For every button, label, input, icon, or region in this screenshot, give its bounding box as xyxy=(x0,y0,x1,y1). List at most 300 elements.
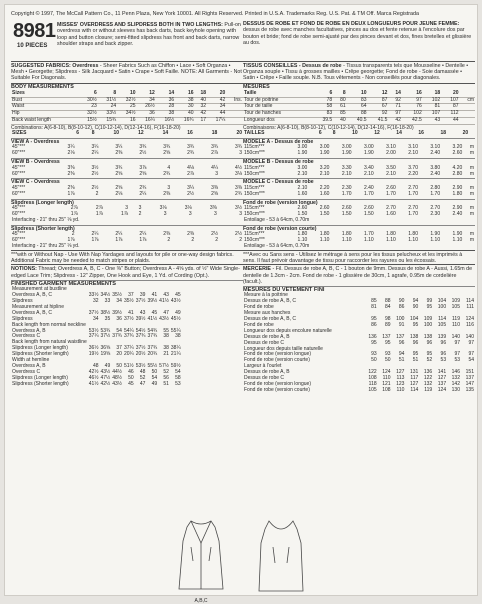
table-cell: 108 xyxy=(368,375,377,382)
table-cell: 124 xyxy=(382,369,391,376)
table-cell: m xyxy=(469,231,474,238)
table-cell: 2½ xyxy=(211,231,219,238)
table-cell: 36½ xyxy=(88,345,99,352)
table-header-cell: 8 xyxy=(98,91,117,97)
table-cell: 135 xyxy=(465,386,474,393)
french-notions: MERCERIE - Fil. Dessus de robe A, B, C - 1 bouton de 9mm. Dessus de robe A - Aussi, 1.65m de dentelle de 1.3cm - 2cm. Fond de robe - 1 glissière de 30cm, 1 agrafe, 0.95m de cordelière (facult.). xyxy=(243,264,475,285)
table-cell: 1.70 xyxy=(363,190,374,197)
table-cell: 96 xyxy=(398,339,405,346)
table-cell: 1.80 xyxy=(319,231,330,238)
table-cell: 45 xyxy=(128,380,134,387)
table-cell: 141 xyxy=(437,369,447,376)
table-cell: 44 xyxy=(207,111,226,118)
table-cell: 45"*** xyxy=(12,164,26,171)
table-row xyxy=(11,151,243,157)
table-cell: Overdress C xyxy=(12,333,41,340)
table-cell: 2.70 xyxy=(408,205,418,212)
table-cell: 33 xyxy=(104,297,111,304)
table-cell: 1.70 xyxy=(430,190,441,197)
table-cell: 16½ xyxy=(156,118,175,125)
table-cell: 102 xyxy=(423,97,441,104)
table-cell: 2 xyxy=(191,237,195,244)
table-cell: 45"*** xyxy=(12,205,26,212)
table-cell: 2.20 xyxy=(408,170,418,177)
table-cell: 3⅜ xyxy=(235,184,242,191)
table-row xyxy=(11,97,243,104)
table-header-row xyxy=(243,131,475,137)
table-cell: 32½ xyxy=(117,97,136,104)
figure-label: A,B,C xyxy=(194,598,208,604)
table-cell: 3½ xyxy=(235,205,242,212)
table-cell: 48 xyxy=(92,362,99,369)
table-cell: 2⅞ xyxy=(95,205,103,212)
table-cell: Interfacing - 21" thru 25" ⅛ yd. xyxy=(12,216,80,223)
table-cell: 43 xyxy=(423,118,441,125)
table-header-cell: 6 xyxy=(312,91,333,97)
table-cell: 2⅝ xyxy=(139,170,147,177)
table-row xyxy=(243,218,475,224)
table-cell: 95 xyxy=(371,339,377,346)
table-cell: 2½ xyxy=(91,170,99,177)
table-row xyxy=(11,118,243,125)
table-header-cell: 8 xyxy=(332,130,336,137)
table-header-cell xyxy=(469,131,475,137)
table-cell: 38 xyxy=(175,333,181,340)
french-column xyxy=(243,21,475,394)
table-cell: Fond de robe (version longue) xyxy=(244,380,311,387)
table-cell: 97 xyxy=(402,97,423,104)
table-cell: 42½ xyxy=(88,368,99,375)
french-finished-table xyxy=(243,293,475,393)
table-cell: 2⅜ xyxy=(67,184,75,191)
table-cell: 40 xyxy=(195,97,207,104)
table-cell: 4 xyxy=(167,164,171,171)
table-cell: 104 xyxy=(437,298,447,305)
table-cell: 2 xyxy=(138,211,142,218)
table-cell: 43½ xyxy=(159,315,169,322)
table-cell: Overdress A, B xyxy=(12,362,46,369)
table-cell: Dessus de robe C xyxy=(244,339,285,346)
table-cell: m xyxy=(469,150,474,157)
table-cell: 85 xyxy=(371,298,377,305)
table-cell: 50 xyxy=(371,357,377,364)
table-cell: 31½ xyxy=(98,97,117,104)
table-cell: 114 xyxy=(410,386,419,393)
table-cell: 51 xyxy=(412,357,419,364)
yardage-view-title: Fond de robe (version longue) xyxy=(243,199,475,206)
table-cell: 102 xyxy=(402,111,423,118)
table-cell: 1.10 xyxy=(297,237,308,244)
table-cell: 2⅞ xyxy=(211,150,219,157)
table-cell: 41½ xyxy=(147,315,158,322)
table-cell: 124 xyxy=(437,386,447,393)
table-cell: 1.10 xyxy=(319,237,330,244)
table-cell: 150cm*** xyxy=(244,150,265,157)
table-cell: 2⅛ xyxy=(67,150,75,157)
table-cell: 110 xyxy=(396,386,405,393)
table-cell: 96 xyxy=(412,339,419,346)
table-cell: 33½ xyxy=(88,292,99,299)
table-cell: 3¼ xyxy=(91,144,99,151)
table-cell: 3⅛ xyxy=(184,205,192,212)
table-cell: 87 xyxy=(441,104,459,111)
table-cell: 39.5 xyxy=(312,118,333,125)
table-cell: 150cm*** xyxy=(244,211,265,218)
table-cell: 37¾ xyxy=(135,333,146,340)
table-cell: 47 xyxy=(139,380,146,387)
table-cell: 3¾ xyxy=(163,144,171,151)
dress-front-icon xyxy=(243,517,319,593)
table-cell: 3⅜ xyxy=(209,205,217,212)
table-cell: 50 xyxy=(384,357,391,364)
table-cell: 86 xyxy=(398,304,405,311)
table-cell: 45 xyxy=(175,292,181,299)
table-cell: 1.80 xyxy=(386,231,396,238)
table-cell: 4.20 xyxy=(452,164,463,171)
yardage-view-title: MODELE A - Dessus de robe xyxy=(243,138,475,145)
table-cell: cm xyxy=(460,97,475,104)
table-cell: 19½ xyxy=(88,351,99,358)
table-cell: 55½ xyxy=(147,362,158,369)
table-cell: m xyxy=(469,205,474,212)
table-row xyxy=(243,97,475,104)
table-cell: Measurement at bustline xyxy=(12,286,67,293)
table-cell: 2.10 xyxy=(363,170,374,177)
table-cell: 34½ xyxy=(117,111,136,118)
french-combinations: Combinaisons: A(6-8-10), B(8-10-12), C(10-12-14), D(12-14-16), F(16-18-20) xyxy=(243,125,414,132)
table-cell: 2⅜ xyxy=(163,231,171,238)
table-cell: 93 xyxy=(384,351,391,358)
table-cell: 39½ xyxy=(147,297,158,304)
table-cell: 3.00 xyxy=(319,144,330,151)
table-cell: 48½ xyxy=(112,374,122,381)
table-cell: 37 xyxy=(128,292,134,299)
finished-measurements xyxy=(11,280,243,388)
table-cell: 4¼ xyxy=(211,164,219,171)
table-cell: 43½ xyxy=(100,368,111,375)
table-header-cell: 18 xyxy=(211,130,218,137)
table-cell: 4⅛ xyxy=(187,164,195,171)
table-cell: 130 xyxy=(451,386,460,393)
table-cell: 2.40 xyxy=(452,211,463,218)
table-cell xyxy=(460,111,475,118)
table-cell: 81 xyxy=(423,104,441,111)
table-cell: 2⅜ xyxy=(67,170,75,177)
table-cell: 39½ xyxy=(135,315,146,322)
table-cell: 16¾ xyxy=(175,118,194,125)
table-cell: 115cm*** xyxy=(244,184,265,191)
table-cell: 2 xyxy=(95,190,99,197)
table-cell: m xyxy=(469,164,474,171)
table-cell: 2.70 xyxy=(386,205,396,212)
table-cell: 93 xyxy=(371,351,377,358)
table-cell: 23 xyxy=(78,104,97,111)
table-cell: 37¾ xyxy=(112,333,122,340)
table-cell: 89 xyxy=(384,321,391,328)
body-measurements-title: BODY MEASUREMENTS xyxy=(11,83,243,91)
table-cell: 131 xyxy=(409,369,419,376)
table-cell: 3.40 xyxy=(363,164,374,171)
table-cell: 15¾ xyxy=(98,118,117,125)
table-cell: 45"*** xyxy=(12,184,26,191)
table-cell: 1.90 xyxy=(430,231,441,238)
table-cell: 37¾ xyxy=(147,333,158,340)
table-cell: 60"*** xyxy=(12,237,26,244)
table-cell: 3.50 xyxy=(386,164,396,171)
table-cell: 3.00 xyxy=(341,144,352,151)
table-cell: 124 xyxy=(465,316,474,322)
table-cell: 2¼ xyxy=(139,231,147,238)
table-cell: 42 xyxy=(207,97,226,104)
table-cell: 50 xyxy=(116,362,122,369)
table-cell: 20 xyxy=(116,351,122,358)
table-cell: 1.90 xyxy=(319,150,330,157)
table-cell: 1.90 xyxy=(452,231,463,238)
table-cell: 137 xyxy=(437,380,447,387)
table-row xyxy=(11,382,182,388)
table-cell: Dessus de robe A, B xyxy=(244,333,290,340)
table-cell: 1.10 xyxy=(341,237,352,244)
table-cell: 91 xyxy=(398,321,405,328)
table-cell: 110 xyxy=(382,375,391,382)
pattern-number: 8981 xyxy=(13,20,56,42)
table-cell: 54½ xyxy=(135,327,146,334)
table-cell: 87 xyxy=(368,97,389,104)
table-cell: 60"*** xyxy=(12,211,26,218)
yardage-view-title: Slipdress (Longer length) xyxy=(11,199,243,206)
table-row xyxy=(11,218,243,224)
table-cell: 118 xyxy=(368,380,377,387)
table-cell: 67 xyxy=(368,104,389,111)
table-cell: 3⅛ xyxy=(159,205,167,212)
table-cell: 1.80 xyxy=(452,190,463,197)
table-header-cell: 10 xyxy=(113,130,120,137)
table-cell: 52 xyxy=(139,374,146,381)
table-cell: 83 xyxy=(312,111,333,118)
table-cell: 1.10 xyxy=(363,237,374,244)
table-cell: 3⅛ xyxy=(235,170,242,177)
table-cell: 1.90 xyxy=(297,150,308,157)
table-cell: 2.10 xyxy=(408,150,418,157)
table-cell: 43½ xyxy=(112,380,122,387)
table-cell: 3 xyxy=(215,170,219,177)
table-cell: 1.10 xyxy=(408,237,418,244)
table-cell: 1.70 xyxy=(386,190,396,197)
table-header-cell: TAILLES xyxy=(244,130,265,137)
table-cell: 140 xyxy=(451,333,460,340)
table-cell: 37½ xyxy=(123,315,134,322)
table-cell: 3 xyxy=(138,205,142,212)
table-cell: 44½ xyxy=(112,368,122,375)
table-cell: 1.80 xyxy=(297,231,308,238)
table-cell: 28 xyxy=(156,104,175,111)
table-cell: 1⅞ xyxy=(139,237,147,244)
table-cell: 45"*** xyxy=(12,231,26,238)
table-cell: 53½ xyxy=(135,362,146,369)
table-cell: 3.00 xyxy=(297,164,308,171)
table-cell: 107 xyxy=(441,97,459,104)
table-cell: 2 xyxy=(71,231,75,238)
table-cell: 137 xyxy=(382,333,391,340)
table-cell: 2.60 xyxy=(363,205,374,212)
table-cell: Slipdress (Shorter length) xyxy=(12,380,69,387)
table-cell: 57½ xyxy=(159,362,169,369)
table-cell: 1.70 xyxy=(341,190,352,197)
table-cell: 119 xyxy=(452,316,460,322)
table-header-cell: 6 xyxy=(76,130,79,137)
table-cell: 15½ xyxy=(78,118,97,125)
table-cell: 81 xyxy=(371,304,377,311)
table-cell: 92 xyxy=(368,111,389,118)
yardage-table xyxy=(11,186,243,198)
table-cell: 4½ xyxy=(235,164,242,171)
table-cell: 115cm*** xyxy=(244,164,265,171)
table-cell: 2¼ xyxy=(91,231,99,238)
table-cell: Overdress A, B, C xyxy=(12,292,53,299)
table-cell: Ins. xyxy=(226,97,243,104)
table-header-cell: 10 xyxy=(352,130,358,137)
table-cell: 105 xyxy=(451,304,460,311)
table-cell xyxy=(226,104,243,111)
table-cell: 37¾ xyxy=(123,333,134,340)
french-yardage-sizes xyxy=(243,131,475,137)
table-cell: 2⅞ xyxy=(187,170,195,177)
table-cell: 16¼ xyxy=(137,118,156,125)
table-cell: 3.10 xyxy=(430,144,441,151)
table-cell: Waist xyxy=(11,104,78,111)
table-cell: 59½ xyxy=(170,362,181,369)
table-cell: 97 xyxy=(468,339,474,346)
table-cell: 37½ xyxy=(135,345,146,352)
table-cell: Largeur à l'ourlet xyxy=(244,363,282,370)
table-cell: 2.20 xyxy=(319,184,330,191)
table-row xyxy=(243,118,475,125)
table-cell: 114 xyxy=(438,316,447,322)
table-cell: 92 xyxy=(388,97,401,104)
table-cell: 2.60 xyxy=(452,150,463,157)
table-cell: 50 xyxy=(151,368,158,375)
table-cell: 96 xyxy=(440,339,447,346)
table-cell: 37¾ xyxy=(147,345,158,352)
table-cell: 96 xyxy=(440,351,447,358)
table-cell: 80 xyxy=(333,97,346,104)
table-cell: 2.40 xyxy=(430,150,441,157)
table-cell: 3 xyxy=(214,211,217,218)
table-cell: 3 xyxy=(163,211,167,218)
french-description: DESSUS DE ROBE ET FOND DE ROBE EN DEUX LONGUEURS POUR JEUNE FEMME: dessus de robe avec manches facultatives, pinces au dos et fente retenue à l'encolure dos par bouton et bride; fond de robe semi-ajusté par des pinces devant et dos, fines bretelles et glissière au dos. xyxy=(243,21,472,46)
table-cell: Dessus de robe A, B, C xyxy=(244,298,296,305)
table-cell: 112 xyxy=(441,111,459,118)
table-cell: 100 xyxy=(423,321,433,328)
table-cell: 122 xyxy=(368,369,377,376)
table-cell: 36⅝ xyxy=(100,345,111,352)
table-cell: 3.20 xyxy=(319,164,330,171)
table-cell: 99 xyxy=(426,298,433,305)
table-cell: Longueur dos depuis encolure naturelle xyxy=(244,327,332,334)
table-header-cell: 18 xyxy=(195,91,207,97)
table-cell: 2¾ xyxy=(187,150,195,157)
table-cell: 2.90 xyxy=(452,205,463,212)
table-cell: 86 xyxy=(371,321,377,328)
table-row xyxy=(243,172,475,178)
table-cell: 38 xyxy=(163,333,169,340)
yardage-table xyxy=(11,206,243,224)
table-cell: 107 xyxy=(423,111,441,118)
table-cell: 1.50 xyxy=(363,211,374,218)
table-cell: 3¾ xyxy=(187,144,195,151)
table-cell: Slipdress (Longer length) xyxy=(12,345,68,352)
table-cell: 33½ xyxy=(98,111,117,118)
table-cell: Fond de robe (version longue) xyxy=(244,351,311,358)
table-cell: Fond de robe (version courte) xyxy=(244,386,310,393)
table-cell: 38 xyxy=(175,97,194,104)
table-cell: Tour de hanches xyxy=(243,111,312,118)
table-header-row xyxy=(11,131,243,137)
table-cell: m xyxy=(469,184,474,191)
yardage-view-title: VIEW A - Overdress xyxy=(11,138,243,145)
table-cell: 95 xyxy=(426,351,433,358)
table-cell: Back length from natural waistline xyxy=(12,339,87,346)
table-cell: 42.5 xyxy=(402,118,423,125)
table-cell: 2⅝ xyxy=(163,150,171,157)
table-cell: 1.90 xyxy=(341,150,352,157)
table-cell: 1.10 xyxy=(430,237,441,244)
table-header-cell: 20 xyxy=(207,91,226,97)
table-cell: 61 xyxy=(333,104,346,111)
table-cell: 83 xyxy=(347,97,368,104)
table-cell: 46½ xyxy=(88,374,99,381)
table-cell: 39½ xyxy=(112,309,122,316)
table-cell: Longueur dos xyxy=(243,118,312,125)
table-header-cell: 12 xyxy=(368,91,389,97)
table-header-cell: 14 xyxy=(388,91,401,97)
table-cell: 64 xyxy=(347,104,368,111)
table-cell: 1.70 xyxy=(363,231,374,238)
table-cell: 50 xyxy=(128,374,134,381)
table-cell: 43 xyxy=(139,309,146,316)
table-cell: 114 xyxy=(466,298,474,305)
table-cell: 43 xyxy=(163,292,169,299)
table-cell: 2.30 xyxy=(341,184,352,191)
table-header-cell: SIZES xyxy=(12,130,27,137)
table-cell: 3.70 xyxy=(408,164,418,171)
table-header-cell: 6 xyxy=(318,130,322,137)
french-measurements-title: MESURES xyxy=(243,83,475,91)
table-cell: 2.10 xyxy=(297,170,308,177)
table-header-cell: 16 xyxy=(175,91,194,97)
copyright-line: Copyright © 1997, The McCall Pattern Co., 11 Penn Plaza, New York 10001. All Rights Reserved. Printed in U.S.A. Trademarks Reg. U.S. Pat. & TM Off. Marca Registrada xyxy=(11,11,420,17)
table-cell: 2.10 xyxy=(319,170,330,177)
table-cell: 1.10 xyxy=(452,237,463,244)
table-cell: Longueur dos depuis taille naturelle xyxy=(244,345,323,352)
table-cell: 2¾ xyxy=(139,184,147,191)
front-view-drawing xyxy=(243,517,319,593)
table-cell: 1.50 xyxy=(319,211,330,218)
table-cell: 136 xyxy=(368,333,377,340)
french-finished-measurements xyxy=(243,286,475,394)
table-cell: 104 xyxy=(409,316,419,322)
table-cell: 53¾ xyxy=(100,327,111,334)
table-cell: 3⅜ xyxy=(211,184,219,191)
table-cell: 2⅛ xyxy=(115,190,123,197)
table-cell: 45½ xyxy=(170,315,181,322)
yardage-view-title: VIEW B - Overdress xyxy=(11,158,243,165)
table-cell: 150cm*** xyxy=(244,170,265,177)
table-cell: 3¼ xyxy=(67,144,75,151)
table-cell: 2.00 xyxy=(386,150,396,157)
table-cell: 95 xyxy=(426,304,433,311)
table-cell: 2⅜ xyxy=(163,190,171,197)
